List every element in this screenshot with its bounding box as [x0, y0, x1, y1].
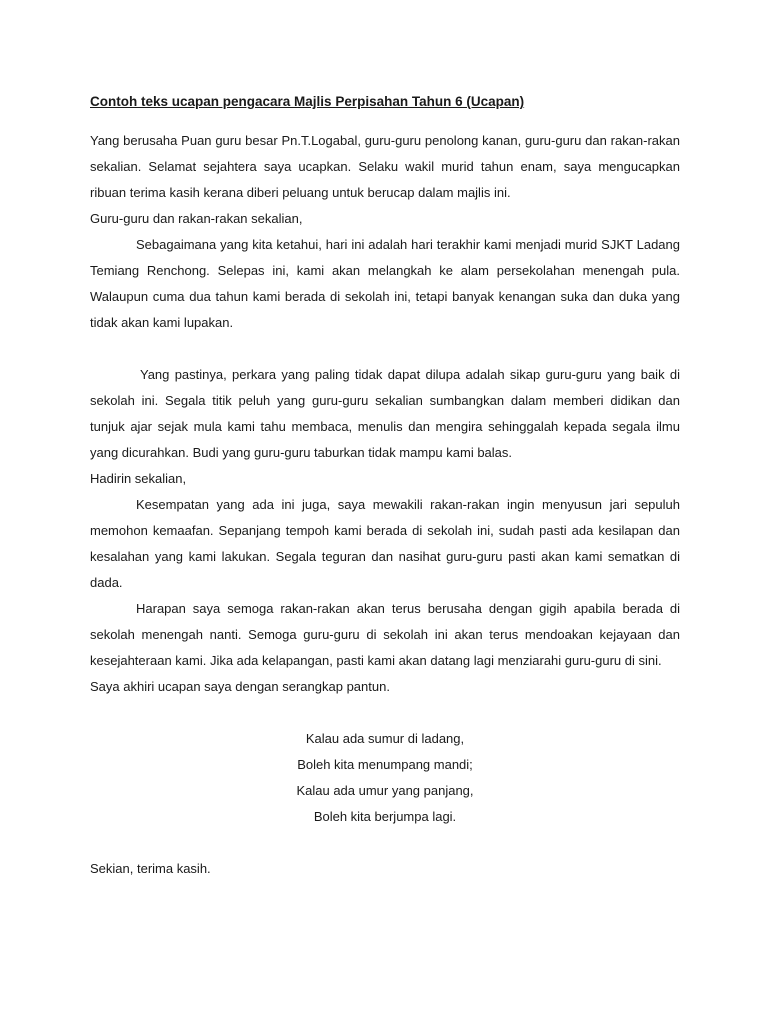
pantun-line: Kalau ada umur yang panjang, [296, 783, 474, 798]
pantun-verse [90, 726, 680, 830]
paragraph-hope: Harapan saya semoga rakan-rakan akan terus berusaha dengan gigih apabila berada di sekolah menengah nanti. Semoga guru-guru di sekolah ini akan terus mendoakan kejayaan dan kesejahteraan kami. Jika ada kelapangan, pasti kami akan datang lagi menziarahi guru-guru di sini. [90, 601, 680, 668]
paragraph-address-audience: Hadirin sekalian, [90, 471, 187, 486]
paragraph-pantun-intro: Saya akhiri ucapan saya dengan serangkap pantun. [90, 679, 390, 694]
document-body [90, 92, 680, 882]
paragraph-greeting: Yang berusaha Puan guru besar Pn.T.Logabal, guru-guru penolong kanan, guru-guru dan rakan-rakan sekalian. Selamat sejahtera saya ucapkan. Selaku wakil murid tahun enam, saya mengucapkan ribuan terima kasih kerana diberi peluang untuk berucap dalam majlis ini. [90, 133, 680, 200]
closing-line: Sekian, terima kasih. [90, 861, 211, 876]
pantun-line: Kalau ada sumur di ladang, [305, 731, 465, 746]
pantun-line: Boleh kita berjumpa lagi. [313, 809, 457, 824]
paragraph-address-teachers: Guru-guru dan rakan-rakan sekalian, [90, 211, 303, 226]
pantun-line: Boleh kita menumpang mandi; [297, 757, 473, 772]
document-title: Contoh teks ucapan pengacara Majlis Perpisahan Tahun 6 (Ucapan) [90, 94, 525, 109]
paragraph-last-day: Sebagaimana yang kita ketahui, hari ini adalah hari terakhir kami menjadi murid SJKT Ladang Temiang Renchong. Selepas ini, kami akan melangkah ke alam persekolahan menengah pula. Walaupun cuma dua tahun kami berada di sekolah ini, tetapi banyak kenangan suka dan duka yang tidak akan kami lupakan. [90, 237, 680, 330]
paragraph-teachers-kindness: Yang pastinya, perkara yang paling tidak dapat dilupa adalah sikap guru-guru yang baik di sekolah ini. Segala titik peluh yang guru-guru sekalian sumbangkan dalam memberi didikan dan tunjuk ajar sejak mula kami tahu membaca, menulis dan mengira sehinggalah kepada segala ilmu yang dicurahkan. Budi yang guru-guru taburkan tidak mampu kami balas. [90, 367, 680, 460]
paragraph-apology: Kesempatan yang ada ini juga, saya mewakili rakan-rakan ingin menyusun jari sepuluh memohon kemaafan. Sepanjang tempoh kami berada di sekolah ini, sudah pasti ada kesilapan dan kesalahan yang kami lakukan. Segala teguran dan nasihat guru-guru pasti akan kami sematkan di dada. [90, 497, 680, 590]
